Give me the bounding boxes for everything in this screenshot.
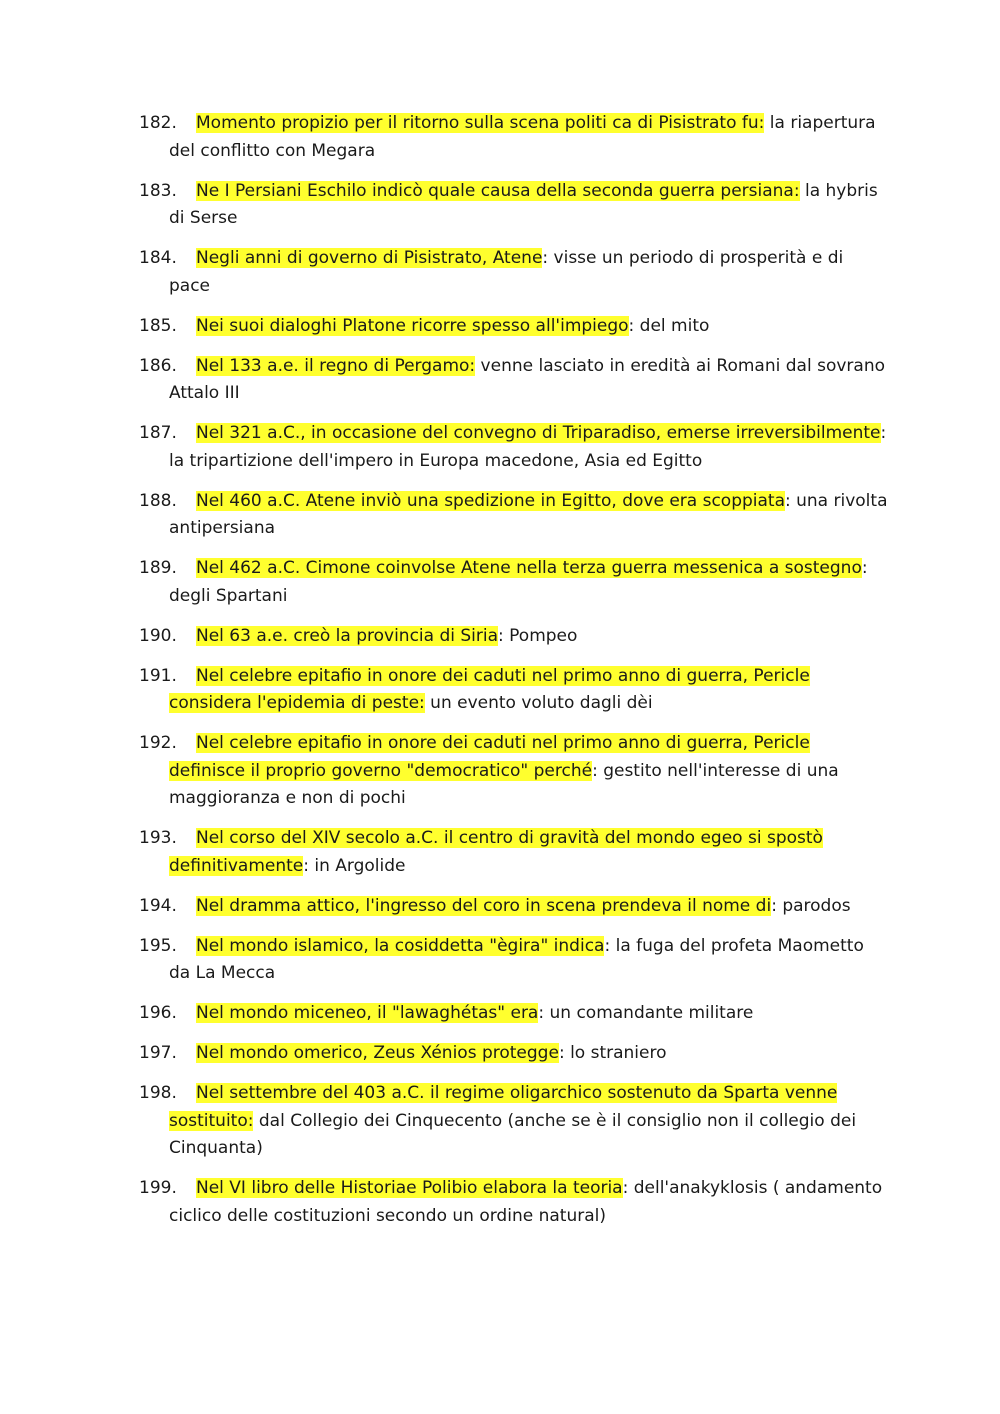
list-item bbox=[139, 825, 889, 880]
list-item bbox=[139, 178, 889, 233]
list-item bbox=[139, 488, 889, 543]
list-item bbox=[139, 730, 889, 813]
list-item bbox=[139, 555, 889, 610]
answer-text: : la tripartizione dell'impero in Europa macedone, Asia ed Egitto bbox=[169, 423, 887, 471]
item-number: 197. bbox=[139, 1043, 177, 1063]
list-item bbox=[139, 420, 889, 475]
answer-text: la riapertura del conflitto con Megara bbox=[169, 113, 876, 161]
item-number: 189. bbox=[139, 558, 177, 578]
answer-text: un evento voluto dagli dèi bbox=[424, 693, 653, 713]
list-item bbox=[139, 663, 889, 718]
list-item bbox=[139, 1175, 889, 1230]
question-answer-list bbox=[139, 110, 889, 1243]
question-text: Nel mondo miceneo, il "lawaghétas" era bbox=[196, 1003, 539, 1023]
item-number: 190. bbox=[139, 625, 177, 646]
question-text: Nel mondo islamico, la cosiddetta "ègira" indica bbox=[196, 935, 605, 956]
list-item bbox=[139, 245, 889, 300]
list-item bbox=[139, 1080, 889, 1163]
list-item bbox=[139, 893, 889, 921]
item-number: 187. bbox=[139, 423, 177, 443]
answer-text: : parodos bbox=[771, 895, 851, 916]
question-text: Momento propizio per il ritorno sulla scena politi ca di Pisistrato fu: bbox=[196, 113, 765, 133]
answer-text: dal Collegio dei Cinquecento (anche se è il consiglio non il collegio dei Cinquanta) bbox=[169, 1110, 857, 1158]
item-number: 184. bbox=[139, 248, 177, 268]
answer-text: venne lasciato in eredità ai Romani dal sovrano Attalo III bbox=[169, 355, 885, 403]
answer-text: : del mito bbox=[628, 315, 710, 336]
answer-text: : gestito nell'interesse di una maggioranza e non di pochi bbox=[169, 760, 839, 808]
item-number: 188. bbox=[139, 490, 177, 511]
item-number: 194. bbox=[139, 895, 177, 916]
question-text: Nel 462 a.C. Cimone coinvolse Atene nella terza guerra messenica a sostegno bbox=[196, 558, 862, 578]
question-text: Nel VI libro delle Historiae Polibio elabora la teoria bbox=[196, 1178, 623, 1198]
item-number: 199. bbox=[139, 1178, 177, 1198]
list-item bbox=[139, 1040, 889, 1068]
question-text: Nel 133 a.e. il regno di Pergamo: bbox=[196, 355, 476, 376]
answer-text: : in Argolide bbox=[303, 855, 406, 876]
answer-text: : lo straniero bbox=[558, 1043, 667, 1063]
answer-text: : visse un periodo di prosperità e di pace bbox=[169, 248, 844, 296]
item-number: 182. bbox=[139, 113, 177, 133]
question-text: Negli anni di governo di Pisistrato, Atene bbox=[196, 248, 543, 268]
question-text: Nel celebre epitafio in onore dei caduti nel primo anno di guerra, Pericle considera l'epidemia di peste: bbox=[169, 665, 810, 713]
answer-text: : un comandante militare bbox=[538, 1003, 754, 1023]
question-text: Nel 63 a.e. creò la provincia di Siria bbox=[196, 625, 499, 646]
item-number: 198. bbox=[139, 1083, 177, 1103]
question-text: Ne I Persiani Eschilo indicò quale causa della seconda guerra persiana: bbox=[196, 180, 800, 201]
answer-text: : Pompeo bbox=[498, 625, 578, 646]
list-item bbox=[139, 313, 889, 341]
item-number: 191. bbox=[139, 665, 177, 686]
item-number: 183. bbox=[139, 180, 177, 201]
answer-text: : degli Spartani bbox=[169, 558, 868, 606]
question-text: Nel 460 a.C. Atene inviò una spedizione in Egitto, dove era scoppiata bbox=[196, 490, 785, 511]
item-number: 185. bbox=[139, 315, 177, 336]
list-item bbox=[139, 933, 889, 988]
list-item bbox=[139, 353, 889, 408]
question-text: Nel celebre epitafio in onore dei caduti nel primo anno di guerra, Pericle definisce il proprio governo "democratico" perché bbox=[169, 733, 810, 781]
item-number: 195. bbox=[139, 935, 177, 956]
question-text: Nel dramma attico, l'ingresso del coro in scena prendeva il nome di bbox=[196, 895, 772, 916]
question-text: Nel mondo omerico, Zeus Xénios protegge bbox=[196, 1043, 559, 1063]
item-number: 192. bbox=[139, 733, 177, 753]
answer-text: la hybris di Serse bbox=[169, 180, 878, 228]
question-text: Nei suoi dialoghi Platone ricorre spesso all'impiego bbox=[196, 315, 629, 336]
item-number: 186. bbox=[139, 355, 177, 376]
answer-text: : dell'anakyklosis ( andamento ciclico delle costituzioni secondo un ordine natural) bbox=[169, 1178, 883, 1226]
item-number: 193. bbox=[139, 828, 177, 848]
list-item bbox=[139, 623, 889, 651]
question-text: Nel corso del XIV secolo a.C. il centro di gravità del mondo egeo si spostò definitivamente bbox=[169, 828, 823, 876]
answer-text: : la fuga del profeta Maometto da La Mecca bbox=[169, 935, 864, 983]
list-item bbox=[139, 110, 889, 165]
item-number: 196. bbox=[139, 1003, 177, 1023]
question-text: Nel 321 a.C., in occasione del convegno di Triparadiso, emerse irreversibilmente bbox=[196, 423, 881, 443]
answer-text: : una rivolta antipersiana bbox=[169, 490, 888, 538]
list-item bbox=[139, 1000, 889, 1028]
question-text: Nel settembre del 403 a.C. il regime oligarchico sostenuto da Sparta venne sostituito: bbox=[169, 1083, 838, 1131]
